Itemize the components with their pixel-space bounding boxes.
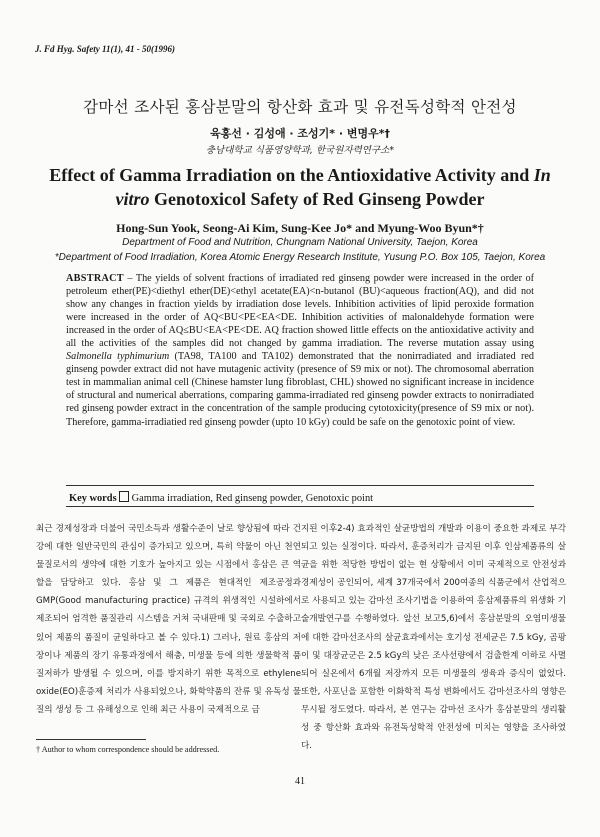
journal-citation: J. Fd Hyg. Safety 11(1), 41 - 50(1996): [35, 44, 175, 54]
korean-affiliation: 충남대학교 식품영양학과, 한국원자력연구소*: [205, 145, 395, 156]
footnote: † Author to whom correspondence should be addressed.: [36, 745, 220, 754]
english-title: [40, 163, 560, 211]
english-affiliation-1: Department of Food and Nutrition, Chungnam National University, Taejon, Korea: [122, 237, 478, 248]
korean-authors: 육홍선 · 김성애 · 조성기* · 변명우*†: [209, 127, 391, 140]
abstract-text-1: – The yields of solvent fractions of irradiated red ginseng powder were increased in the order of petroleum ether(PE)<diethyl ether(DE)<ethyl acetate(EA)<n-butanol (BU)<aqueous fraction(AQ), and did not show any changes in fraction yields by irradiation dose levels. Inhibition activities of lipid peroxide formation were increased in the order of AQ<BU<PE<EA<DE. Inhibition activities of malonaldehyde formation were increased in the order of AQ≤BU<EA<PE<DE. AQ fraction showed little effects on the antioxidative activity and all the activities of the samples did not changed by gamma irradiation. The reverse mutation assay using: [66, 273, 534, 350]
checkbox-square-icon: [119, 491, 129, 502]
english-title-part2: Genotoxicol Safety of Red Ginseng Powder: [149, 189, 485, 209]
keywords-bottom-rule: [66, 506, 534, 507]
footnote-rule: [36, 739, 146, 740]
abstract: [66, 272, 534, 429]
body-right-column: 지된 이후2-4) 효과적인 살균방법의 개발과 이용이 중요한 과제로 부각되고 있는 실정이다. 따라서, 훈증처리가 금지된 이후 인삼제품류의 살균을 위한 적당한 방법이 없는 현 상황에서 이미 국제적으로 안전성과 경제성이 공인되어, 세계 37개국에서 200여종의 식품군에서 산업적으로 사용되고 있는 감마선 조사기법을 이용하여 홍삼제품류의 위생화 기술개발연구를 수행하였다. 앞선 보고5,6)에서 홍삼분말의 오염미생물에 대한 감마선조사의 살균효과에서는 호기성 전세균은 7.5 kGy, 곰팡이 및 대장균군은 2.5 kGy의 낮은 조사선량에서 검출한계 이하로 사멸되어 실온에서 6개월 저장까지 모든 미생물의 생육과 증식이 없었다. 또한, 사포닌을 포함한 이화학적 특성 변화에서도 감마선조사의 영향은 무시될 정도였다. 따라서, 본 연구는 감마선 조사가 홍삼분말의 생리활성 중 항산화 효과와 유전독성학적 안전성에 미치는 영향을 조사하였다.: [301, 524, 566, 752]
keywords: [69, 491, 373, 504]
keywords-label: Key words: [69, 493, 117, 504]
english-affiliation-2: *Department of Food Irradiation, Korea Atomic Energy Research Institute, Yusung P.O. Box 105, Taejon, Korea: [54, 252, 546, 263]
abstract-italic-species: Salmonella typhimurium: [66, 351, 170, 363]
abstract-label: ABSTRACT: [66, 273, 124, 284]
korean-title: 감마선 조사된 홍삼분말의 항산화 효과 및 유전독성학적 안전성: [83, 98, 517, 116]
page-number: 41: [295, 776, 305, 787]
keywords-text: Gamma irradiation, Red ginseng powder, Genotoxic point: [131, 493, 374, 504]
english-title-part1: Effect of Gamma Irradiation on the Antioxidative Activity and: [49, 165, 534, 185]
abstract-text-2: (TA98, TA100 and TA102) demonstrated that the nonirradiated and irradiated red ginseng powder extract did not have mutagenic activity (presence of S9 mix or not). The chromosomal aberration test in mammalian animal cell (Chinese hamster lung fibroblast, CHL) showed no significant increase in incidence of structural and numerical aberrations, comparing gamma-irradiated red ginseng powder extracts to nonirradiated red ginseng powder extract in the concentration of the sample producing cytotoxicity(presence of S9 mix or not). Therefore, gamma-irradiatied red ginseng powder (upto 10 kGy) could be safe on the genotoxic point of view.: [66, 351, 535, 428]
keywords-top-rule: [66, 485, 534, 486]
english-title-italic: In vitro: [115, 165, 551, 209]
body-left-column: 최근 경제성장과 더불어 국민소득과 생활수준이 날로 향상됨에 따라 건강에 대한 일반국민의 관심이 증가되고 있으며, 특히 약물이 아닌 천연물질로서의 생약에 대한 기호가 높아지고 있는 시점에서 홍삼은 큰 역할을 담당하고 있다. 홍삼 및 그 제품은 현대적인 제조공정과 GMP(Good manufacturing practice) 규격의 위생적인 시설하에서 제조되어 엄격한 품질관리 시스템을 거쳐 국내판매 및 국외로 수출하고 있어 제품의 품질이 균일하다고 볼 수 있다.1) 그러나, 원료 홍삼의 저장이나 제품의 장기 유통과정에서 해충, 미생물 등에 의한 생물학적 품질저하가 발생될 수 있으며, 이를 방지하기 위한 목적으로 ethylene oxide(EO)훈증제 처리가 사용되었으나, 화학약품의 잔류 및 유독성 물질의 생성 등 그 유해성으로 인해 최근 사용이 국제적으로 금: [36, 524, 301, 715]
english-authors: Hong-Sun Yook, Seong-Ai Kim, Sung-Kee Jo* and Myung-Woo Byun*†: [116, 221, 484, 235]
